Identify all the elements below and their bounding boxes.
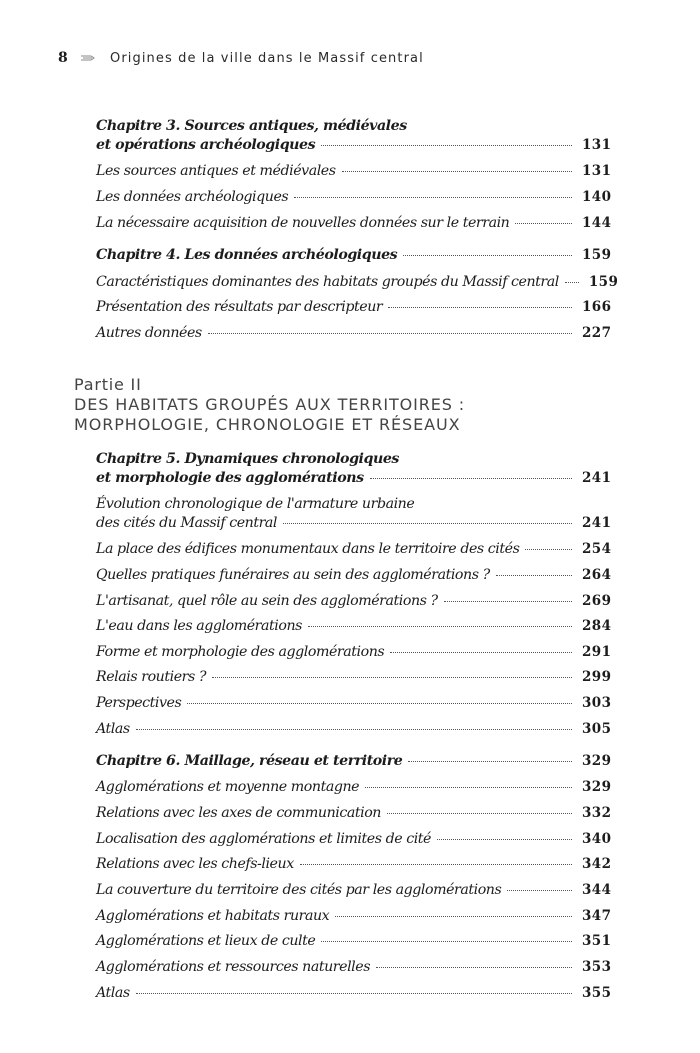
section-entry[interactable] [96, 694, 610, 713]
page-ref: 264 [582, 567, 612, 583]
page-ref: 329 [582, 753, 612, 769]
part-title-line1: DES HABITATS GROUPÉS AUX TERRITOIRES : [74, 395, 466, 414]
page-ref: 254 [582, 541, 612, 557]
section-title: L'artisanat, quel rôle au sein des agglomérations ? [96, 593, 438, 609]
section-entry[interactable] [96, 907, 610, 926]
section-entry[interactable] [96, 298, 610, 317]
section-title: Agglomérations et lieux de culte [96, 933, 316, 949]
page-ref: 299 [582, 669, 612, 685]
dot-leader [565, 282, 579, 283]
chapter-title-line1: Chapitre 3. Sources antiques, médiévales [96, 118, 407, 134]
ornament-icon [80, 53, 96, 63]
part-label: Partie II [74, 375, 142, 394]
section-title: Autres données [96, 325, 202, 341]
section-entry[interactable] [96, 214, 610, 233]
part-heading [74, 375, 465, 435]
section-entry[interactable] [96, 778, 610, 797]
section-entry[interactable] [96, 720, 610, 739]
section-entry[interactable] [96, 188, 610, 207]
section-entry[interactable] [96, 855, 610, 874]
page-number: 8 [58, 50, 68, 66]
section-entry[interactable] [96, 273, 619, 292]
section-entry[interactable] [96, 617, 610, 636]
section-title: Agglomérations et habitats ruraux [96, 908, 330, 924]
dot-leader [390, 652, 572, 653]
page-ref: 131 [582, 137, 612, 153]
dot-leader [300, 864, 572, 865]
dot-leader [496, 575, 572, 576]
section-entry[interactable] [96, 495, 610, 533]
section-title: Agglomérations et moyenne montagne [96, 779, 360, 795]
dot-leader [335, 916, 572, 917]
chapter-title: Chapitre 6. Maillage, réseau et territoire [96, 753, 403, 769]
dot-leader [187, 703, 572, 704]
section-entry[interactable] [96, 324, 610, 343]
page-ref: 353 [582, 959, 612, 975]
page-ref: 284 [582, 618, 612, 634]
page-ref: 140 [582, 189, 612, 205]
section-title: La couverture du territoire des cités par les agglomérations [96, 882, 502, 898]
chapter-3-entry[interactable] [96, 117, 610, 155]
section-entry[interactable] [96, 566, 610, 585]
dot-leader [515, 223, 572, 224]
running-head [58, 50, 424, 66]
page-ref: 291 [582, 644, 612, 660]
dot-leader [308, 626, 572, 627]
section-title: des cités du Massif central [96, 515, 278, 531]
section-entry[interactable] [96, 958, 610, 977]
section-entry[interactable] [96, 540, 610, 559]
dot-leader [283, 523, 572, 524]
section-title: La place des édifices monumentaux dans le territoire des cités [96, 541, 520, 557]
dot-leader [321, 941, 572, 942]
section-title: Les sources antiques et médiévales [96, 163, 336, 179]
dot-leader [294, 197, 572, 198]
dot-leader [444, 601, 572, 602]
section-title: Localisation des agglomérations et limites de cité [96, 831, 432, 847]
page-ref: 227 [582, 325, 612, 341]
chapter-title-line1: Chapitre 5. Dynamiques chronologiques [96, 451, 399, 467]
page-ref: 344 [582, 882, 612, 898]
dot-leader [321, 145, 572, 146]
section-title: L'eau dans les agglomérations [96, 618, 302, 634]
chapter-5-entry[interactable] [96, 450, 610, 488]
section-entry[interactable] [96, 932, 610, 951]
section-title: Perspectives [96, 695, 182, 711]
dot-leader [437, 839, 572, 840]
page-ref: 305 [582, 721, 612, 737]
section-title: Forme et morphologie des agglomérations [96, 644, 385, 660]
section-title: Atlas [96, 721, 130, 737]
section-entry[interactable] [96, 643, 610, 662]
page-ref: 269 [582, 593, 612, 609]
section-entry[interactable] [96, 984, 610, 1003]
dot-leader [507, 890, 572, 891]
chapter-title: Chapitre 4. Les données archéologiques [96, 247, 398, 263]
dot-leader [408, 761, 572, 762]
section-entry[interactable] [96, 830, 610, 849]
page-ref: 329 [582, 779, 612, 795]
part-title-line2: MORPHOLOGIE, CHRONOLOGIE ET RÉSEAUX [74, 415, 461, 434]
dot-leader [212, 677, 572, 678]
section-title: Relations avec les axes de communication [96, 805, 381, 821]
section-entry[interactable] [96, 804, 610, 823]
dot-leader [376, 967, 572, 968]
section-title: Relations avec les chefs-lieux [96, 856, 294, 872]
dot-leader [403, 255, 572, 256]
chapter-6-entry[interactable] [96, 752, 610, 771]
chapter-title-line2: et morphologie des agglomérations [96, 470, 364, 486]
section-entry[interactable] [96, 668, 610, 687]
page-ref: 340 [582, 831, 612, 847]
page-ref: 241 [582, 515, 612, 531]
page-ref: 303 [582, 695, 612, 711]
page-ref: 159 [588, 274, 619, 290]
dot-leader [387, 813, 572, 814]
dot-leader [365, 787, 572, 788]
page-ref: 351 [582, 933, 612, 949]
running-title: Origines de la ville dans le Massif central [110, 50, 424, 66]
section-entry[interactable] [96, 592, 610, 611]
section-title: Caractéristiques dominantes des habitats groupés du Massif central [96, 274, 559, 290]
dot-leader [136, 993, 572, 994]
section-title: Relais routiers ? [96, 669, 207, 685]
page-ref: 347 [582, 908, 612, 924]
dot-leader [136, 729, 572, 730]
section-title: Atlas [96, 985, 130, 1001]
dot-leader [525, 549, 572, 550]
page-ref: 355 [582, 985, 612, 1001]
section-title: Présentation des résultats par descripteur [96, 299, 383, 315]
chapter-title-line2: et opérations archéologiques [96, 137, 316, 153]
dot-leader [342, 171, 572, 172]
section-title: Agglomérations et ressources naturelles [96, 959, 371, 975]
page-ref: 131 [582, 163, 612, 179]
section-title-line1: Évolution chronologique de l'armature urbaine [96, 496, 415, 512]
section-entry[interactable] [96, 881, 610, 900]
page-ref: 166 [582, 299, 612, 315]
page-ref: 241 [582, 470, 612, 486]
page-ref: 144 [582, 215, 612, 231]
dot-leader [388, 307, 572, 308]
page-ref: 332 [582, 805, 612, 821]
section-title: Les données archéologiques [96, 189, 289, 205]
dot-leader [208, 333, 572, 334]
dot-leader [370, 478, 572, 479]
section-title: La nécessaire acquisition de nouvelles données sur le terrain [96, 215, 510, 231]
page-ref: 159 [582, 247, 612, 263]
chapter-4-entry[interactable] [96, 246, 610, 265]
section-title: Quelles pratiques funéraires au sein des agglomérations ? [96, 567, 490, 583]
page-ref: 342 [582, 856, 612, 872]
section-entry[interactable] [96, 162, 610, 181]
